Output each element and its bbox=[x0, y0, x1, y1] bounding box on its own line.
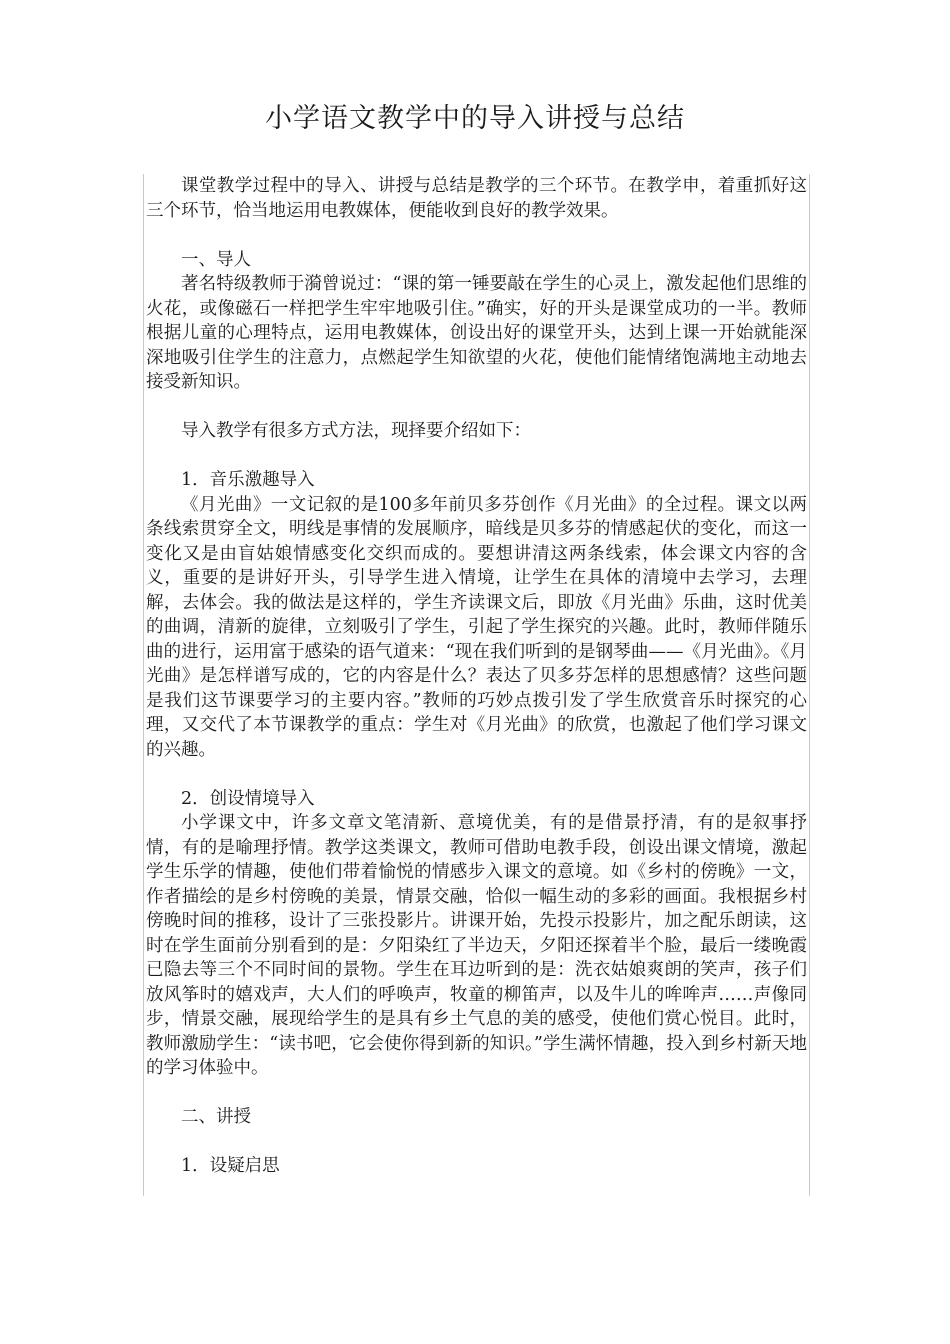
subsection-heading-scene: 2．创设情境导入 bbox=[181, 788, 315, 809]
document-body bbox=[143, 174, 810, 1196]
intro-paragraph: 课堂教学过程中的导入、讲授与总结是教学的三个环节。在教学申，着重抓好这三个环节，恰当地运用电教媒体，便能收到良好的教学效果。 bbox=[146, 176, 807, 221]
section-heading-introduction: 一、导人 bbox=[181, 249, 251, 270]
paragraph-gap bbox=[146, 395, 807, 420]
paragraph-gap bbox=[146, 223, 807, 248]
paragraph-gap bbox=[146, 1081, 807, 1106]
introduction-paragraph-1: 著名特级教师于漪曾说过：“课的第一锤要敲在学生的心灵上，激发起他们思维的火花，或像磁石一样把学生牢牢地吸引住。”确实，好的开头是课堂成功的一半。教师根据儿童的心理特点，运用电教媒体，创设出好的课堂开头，达到上课一开始就能深深地吸引住学生的注意力，点燃起学生知欲望的火花，使他们能情绪饱满地主动地去接受新知识。 bbox=[146, 274, 807, 392]
paragraph-gap bbox=[146, 762, 807, 787]
paragraph-gap bbox=[146, 444, 807, 469]
page-title: 小学语文教学中的导入讲授与总结 bbox=[265, 103, 685, 134]
introduction-paragraph-2: 导入教学有很多方式方法，现择要介绍如下： bbox=[181, 421, 531, 441]
music-paragraph: 《月光曲》一文记叙的是100多年前贝多芬创作《月光曲》的全过程。课文以两条线索贯穿全文，明线是事情的发展顺序，暗线是贝多芬的情感起伏的变化，而这一变化又是由盲姑娘情感变化交织而成的。要想讲清这两条线索，体会课文内容的含义，重要的是讲好开头，引导学生进入情境，让学生在具体的清境中去学习，去理解，去体会。我的做法是这样的，学生齐读课文后，即放《月光曲》乐曲，这时优美的曲调，清新的旋律，立刻吸引了学生，引起了学生探究的兴趣。此时，教师伴随乐曲的进行，运用富于感染的语气道来：“现在我们听到的是钢琴曲——《月光曲》。《月光曲》是怎样谱写成的，它的内容是什么？表达了贝多芬怎样的思想感情？这些问题是我们这节课要学习的主要内容。”教师的巧妙点拨引发了学生欣赏音乐时探究的心理，又交代了本节课教学的重点：学生对《月光曲》的欣赏，也激起了他们学习课文的兴趣。 bbox=[146, 494, 807, 760]
scene-paragraph: 小学课文中，许多文章文笔清新、意境优美，有的是借景抒清，有的是叙事抒情，有的是喻理抒情。教学这类课文，教师可借助电教手段，创设出课文情境，激起学生乐学的情趣，使他们带着愉悦的情感步入课文的意境。如《乡村的傍晚》一文，作者描绘的是乡村傍晚的美景，情景交融，恰似一幅生动的多彩的画面。我根据乡村傍晚时间的推移，设计了三张投影片。讲课开始，先投示投影片，加之配乐朗读，这时在学生面前分别看到的是：夕阳染红了半边天，夕阳还探着半个脸，最后一缕晚霞已隐去等三个不同时间的景物。学生在耳边听到的是：洗衣姑娘爽朗的笑声，孩子们放风筝时的嬉戏声，大人们的呼唤声，牧童的柳笛声，以及牛儿的哞哞声……声像同步，情景交融，展现给学生的是具有乡土气息的美的感受，使他们赏心悦目。此时，教师激励学生：“读书吧，它会使你得到新的知识。”学生满怀情趣，投入到乡村新天地的学习体验中。 bbox=[146, 813, 807, 1078]
paragraph-gap bbox=[146, 1130, 807, 1155]
section-heading-teaching: 二、讲授 bbox=[181, 1107, 251, 1127]
subsection-heading-questioning: 1．设疑启思 bbox=[181, 1156, 280, 1176]
subsection-heading-music: 1．音乐激趣导入 bbox=[181, 470, 315, 490]
